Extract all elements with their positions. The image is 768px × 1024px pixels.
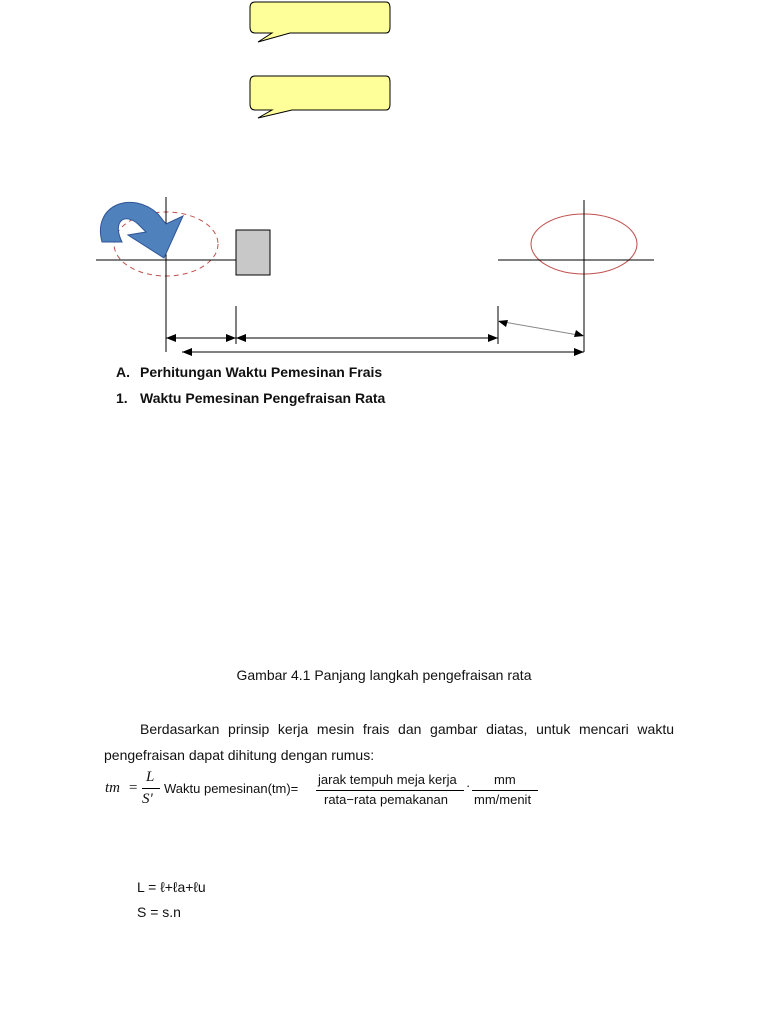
heading-number: 1. — [116, 390, 128, 406]
figure-caption: Gambar 4.1 Panjang langkah pengefraisan rata — [236, 667, 532, 683]
fraction-bar — [472, 790, 538, 791]
formula-numerator-2: mm — [494, 772, 516, 787]
formula-equals: = — [128, 780, 139, 796]
heading-number: A. — [116, 364, 130, 380]
fraction-bar — [316, 790, 464, 791]
rotation-arrow-icon — [100, 202, 183, 258]
arrowhead — [574, 330, 584, 337]
arrowhead — [488, 334, 498, 342]
arrowhead — [182, 348, 192, 356]
formula-frac-numerator: L — [146, 769, 155, 785]
heading-text: Perhitungan Waktu Pemesinan Frais — [140, 364, 383, 380]
body-paragraph: Berdasarkan prinsip kerja mesin frais dan gambar diatas, untuk mencari waktu pengefraisan dapat dihitung dengan rumus: — [104, 721, 674, 763]
workpiece-block — [236, 230, 270, 275]
formula-dot: · — [466, 778, 471, 793]
formula-frac-denominator: S' — [142, 791, 153, 807]
callout-bubble-bottom — [250, 76, 390, 118]
subsection-heading-1 — [116, 390, 385, 406]
equation-length: L = ℓ+ℓa+ℓu — [137, 879, 206, 895]
dimension-overrun-lu — [498, 321, 584, 336]
arrowhead — [166, 334, 176, 342]
equation-feed: S = s.n — [137, 904, 181, 920]
arrowhead — [498, 320, 508, 327]
section-heading-a — [116, 364, 382, 380]
formula-denominator-1: rata−rata pemakanan — [324, 792, 448, 807]
formula-numerator-1: jarak tempuh meja kerja — [318, 772, 457, 787]
callout-bubble-top — [250, 2, 390, 42]
arrowhead — [226, 334, 236, 342]
milling-diagram — [0, 0, 768, 380]
formula-lhs: tm — [105, 780, 120, 796]
fraction-bar — [142, 788, 160, 789]
arrowhead — [236, 334, 246, 342]
heading-text: Waktu Pemesinan Pengefraisan Rata — [140, 390, 386, 406]
arrowhead — [574, 348, 584, 356]
formula-text-label: Waktu pemesinan(tm)= — [164, 781, 299, 796]
formula-denominator-2: mm/menit — [474, 792, 532, 807]
